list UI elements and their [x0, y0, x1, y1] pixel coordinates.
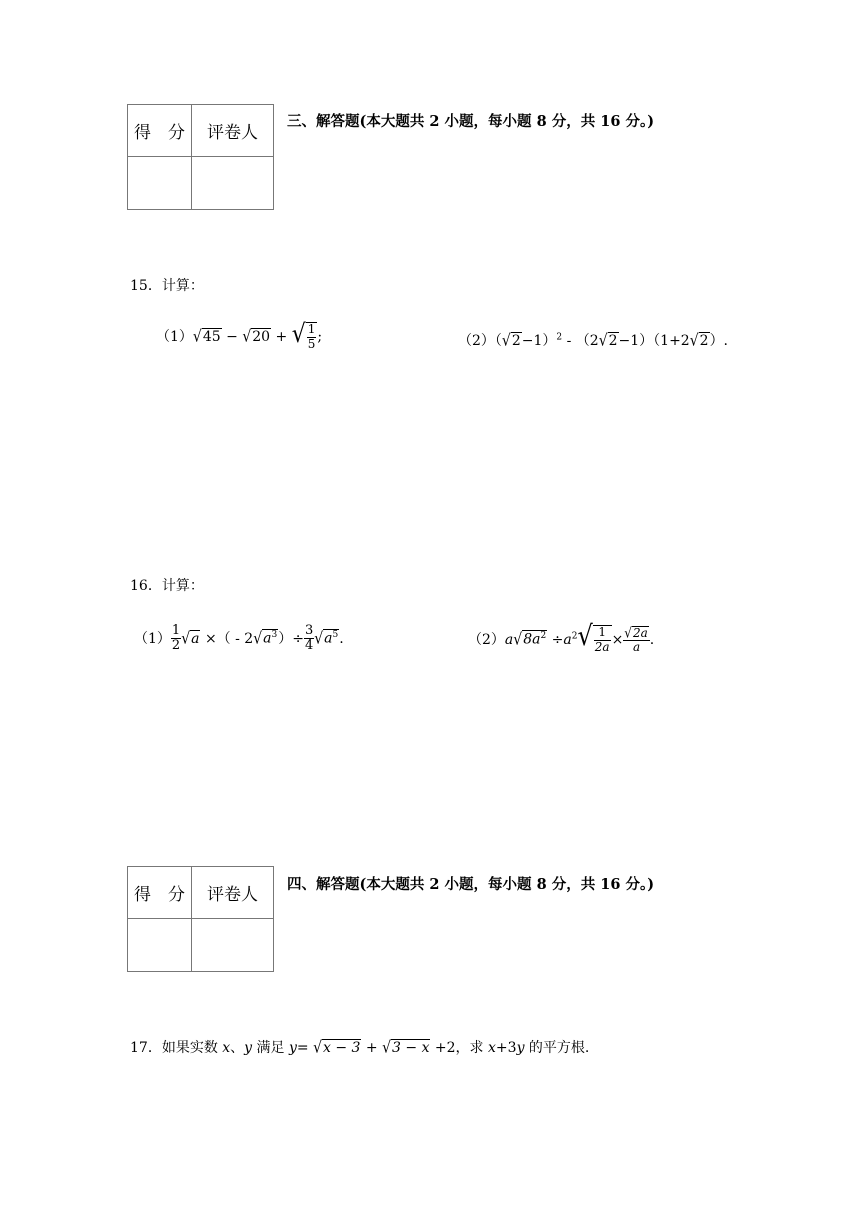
q15-part2: $(2)(√2-1)^2 - (2√2-1)(1+2√2)$.: [458, 331, 729, 351]
score-cell: [128, 919, 192, 972]
section-4-title: 四、解答题(本大题共 2 小题，每小题 8 分，共 16 分。): [287, 876, 655, 893]
q15-part1: （1）√45 − √20 + √ $\frac{1}{5}$ ;: [156, 320, 323, 351]
grader-cell: [192, 157, 274, 210]
score-label: 得 分: [128, 867, 192, 919]
grader-label: 评卷人: [192, 867, 274, 919]
grader-cell: [192, 919, 274, 972]
q16-part1: （1） $\frac{1}{2}$ √a ×（ - $2√a^3)\div$ $\frac{3}{4}$ $√a^5$.: [134, 623, 344, 654]
section-3-title: 三、解答题(本大题共 2 小题，每小题 8 分，共 16 分。): [287, 113, 655, 130]
score-box-2: [127, 866, 274, 972]
sqrt-fraction: √ $\frac{1}{5}$: [291, 320, 316, 351]
q16-part2: $(2)a√8a^2 \div a^2√$ $\frac{1}{2a}$ × $\frac{√2a}{a}$ .: [468, 619, 655, 654]
q16-label: 16．计算：: [130, 578, 204, 594]
score-box-1: [127, 104, 274, 210]
score-label: 得 分: [128, 105, 192, 157]
grader-label: 评卷人: [192, 105, 274, 157]
score-cell: [128, 157, 192, 210]
sqrt: √20: [242, 327, 271, 347]
sqrt: √45: [192, 327, 221, 347]
q17-text: 17．如果实数 x、y 满足 y= √x − 3 + √3 − x +2，求 x+3y 的平方根.: [130, 1038, 590, 1058]
q15-label: 15．计算：: [130, 278, 204, 294]
